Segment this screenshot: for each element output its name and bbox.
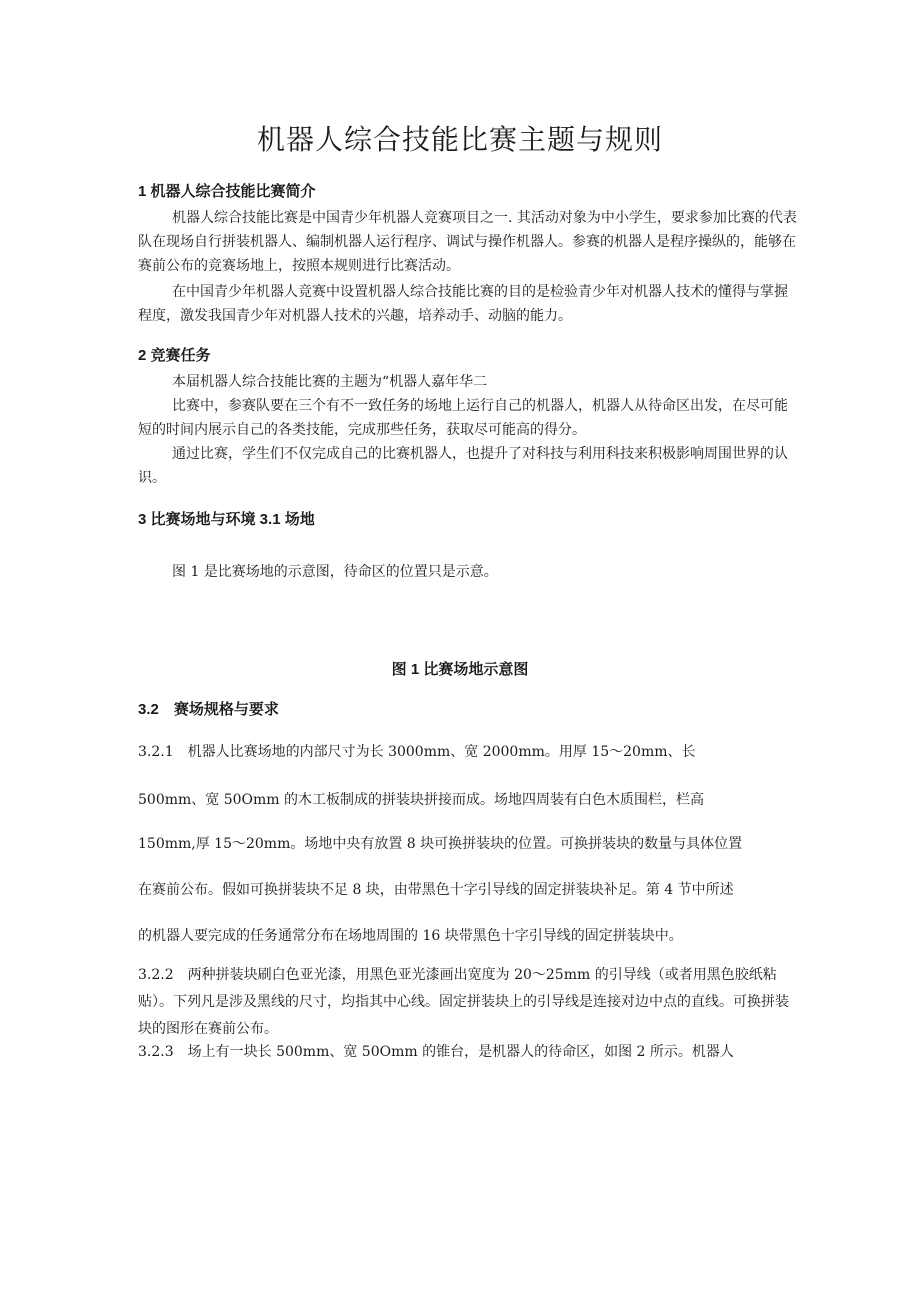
section-2-heading: 2 竞赛任务: [138, 347, 211, 364]
rule-3-2-1-line-4: 在赛前公布。假如可换拼装块不足 8 块，由带黑色十字引导线的固定拼装块补足。第 4 节中所述: [138, 882, 734, 898]
rule-3-2-3: 3.2.3 场上有一块长 500mm、宽 50Omm 的锥台，是机器人的待命区，如图 2 所示。机器人: [138, 1044, 734, 1060]
figure-1-caption: 图 1 比赛场地示意图: [391, 661, 529, 678]
section-3-heading: 3 比赛场地与环境 3.1 场地: [138, 511, 315, 528]
document-title: 机器人综合技能比赛主题与规则: [256, 123, 663, 156]
section-2-paragraph-1: 本届机器人综合技能比赛的主题为“机器人嘉年华二: [172, 374, 488, 390]
rule-3-2-1-line-3: 150mm,厚 15～20mm。场地中央有放置 8 块可换拼装块的位置。可换拼装块的数量与具体位置: [138, 836, 743, 852]
rule-3-2-1-line-2: 500mm、宽 50Omm 的木工板制成的拼装块拼接而成。场地四周装有白色木质围栏，栏高: [138, 792, 705, 808]
rule-3-2-1-line-5: 的机器人要完成的任务通常分布在场地周围的 16 块带黑色十字引导线的固定拼装块中。: [138, 928, 683, 944]
rule-3-2-1-line-1: 3.2.1 机器人比赛场地的内部尺寸为长 3000mm、宽 2000mm。用厚 15～20mm、长: [138, 744, 696, 760]
section-2-paragraph-3: 通过比赛，学生们不仅完成自己的比赛机器人，也提升了对科技与利用科技来积极影响周围世界的认识。: [138, 446, 788, 486]
section-1-paragraph-1: 机器人综合技能比赛是中国青少年机器人竞赛项目之一. 其活动对象为中小学生，要求参加比赛的代表队在现场自行拼装机器人、编制机器人运行程序、调试与操作机器人。参赛的机器人是程序操纵的，能够在赛前公布的竞赛场地上，按照本规则进行比赛活动。: [138, 210, 797, 274]
subsection-3-2-heading: 3.2 赛场规格与要求: [138, 701, 279, 718]
section-3-paragraph-1: 图 1 是比赛场地的示意图，待命区的位置只是示意。: [172, 564, 498, 580]
section-1-paragraph-2: 在中国青少年机器人竞赛中设置机器人综合技能比赛的目的是检验青少年对机器人技术的懂得与掌握程度，激发我国青少年对机器人技术的兴趣，培养动手、动脑的能力。: [138, 284, 788, 324]
section-1-heading: 1 机器人综合技能比赛简介: [138, 183, 316, 200]
rule-3-2-2: 3.2.2 两种拼装块刷白色亚光漆，用黑色亚光漆画出宽度为 20～25mm 的引导线（或者用黑色胶纸粘贴）。下列凡是涉及黑线的尺寸，均指其中心线。固定拼装块上的引导线是连接对边中点的直线。可换拼装块的图形在赛前公布。: [138, 967, 789, 1037]
section-2-paragraph-2: 比赛中，参赛队要在三个有不一致任务的场地上运行自己的机器人，机器人从待命区出发，在尽可能短的时间内展示自己的各类技能，完成那些任务，获取尽可能高的得分。: [138, 398, 788, 438]
